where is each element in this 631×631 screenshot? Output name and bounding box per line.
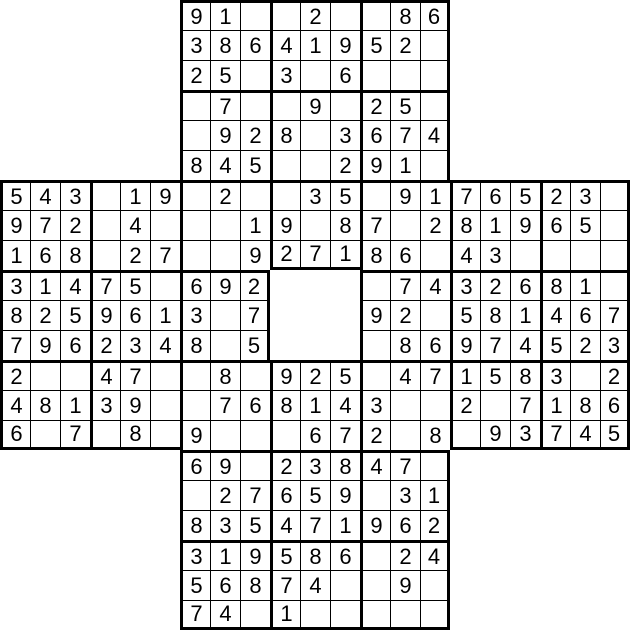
- sudoku-cell-given: 6: [540, 210, 570, 240]
- sudoku-cell-empty[interactable]: [330, 0, 360, 30]
- sudoku-cell-empty[interactable]: [150, 270, 180, 300]
- sudoku-cell-given: 5: [330, 180, 360, 210]
- sudoku-cell-given: 1: [330, 510, 360, 540]
- sudoku-cell-given: 7: [600, 300, 630, 330]
- sudoku-cell-empty[interactable]: [390, 600, 420, 630]
- sudoku-cell-given: 4: [450, 240, 480, 270]
- sudoku-cell-given: 3: [0, 270, 30, 300]
- sudoku-cell-given: 1: [0, 240, 30, 270]
- sudoku-cell-given: 8: [180, 330, 210, 360]
- sudoku-cell-given: 9: [30, 330, 60, 360]
- sudoku-cell-given: 2: [390, 30, 420, 60]
- sudoku-cell-given: 4: [120, 210, 150, 240]
- sudoku-cell-given: 2: [180, 60, 210, 90]
- sudoku-cell-empty[interactable]: [360, 0, 390, 30]
- sudoku-cell-given: 6: [420, 0, 450, 30]
- sudoku-cell-given: 9: [330, 30, 360, 60]
- sudoku-cell-empty[interactable]: [30, 360, 60, 390]
- sudoku-cell-given: 7: [90, 270, 120, 300]
- sudoku-cell-given: 8: [570, 390, 600, 420]
- sudoku-cell-empty[interactable]: [600, 240, 630, 270]
- sudoku-cell-given: 5: [510, 180, 540, 210]
- sudoku-cell-given: 7: [0, 330, 30, 360]
- sudoku-cell-given: 8: [270, 390, 300, 420]
- sudoku-cell-empty[interactable]: [240, 360, 270, 390]
- sudoku-cell-given: 8: [210, 30, 240, 60]
- sudoku-cell-given: 3: [510, 420, 540, 450]
- sudoku-cell-given: 2: [390, 300, 420, 330]
- sudoku-cell-given: 8: [510, 360, 540, 390]
- sudoku-cell-given: 8: [330, 210, 360, 240]
- sudoku-cell-given: 3: [450, 270, 480, 300]
- sudoku-cell-empty[interactable]: [210, 300, 240, 330]
- sudoku-cell-empty[interactable]: [240, 90, 270, 120]
- sudoku-cell-empty[interactable]: [420, 600, 450, 630]
- sudoku-cell-given: 7: [390, 450, 420, 480]
- sudoku-cell-given: 6: [180, 270, 210, 300]
- sudoku-cell-empty[interactable]: [270, 90, 300, 120]
- sudoku-cell-given: 9: [210, 450, 240, 480]
- sudoku-cell-empty[interactable]: [540, 240, 570, 270]
- sudoku-cell-given: 5: [570, 210, 600, 240]
- sudoku-cell-empty[interactable]: [330, 90, 360, 120]
- sudoku-cell-given: 3: [480, 240, 510, 270]
- sudoku-cell-given: 6: [510, 270, 540, 300]
- sudoku-cell-given: 1: [570, 270, 600, 300]
- sudoku-cell-given: 4: [420, 270, 450, 300]
- sudoku-cell-given: 6: [210, 570, 240, 600]
- sudoku-cell-given: 1: [210, 0, 240, 30]
- sudoku-cell-given: 7: [300, 510, 330, 540]
- sudoku-cell-given: 2: [450, 390, 480, 420]
- sudoku-cell-empty[interactable]: [60, 360, 90, 390]
- sudoku-cell-given: 2: [330, 150, 360, 180]
- sudoku-cell-empty[interactable]: [240, 420, 270, 450]
- sudoku-cell-given: 7: [210, 390, 240, 420]
- sudoku-cell-empty[interactable]: [360, 60, 390, 90]
- sudoku-cell-empty[interactable]: [150, 390, 180, 420]
- sudoku-cell-given: 9: [210, 120, 240, 150]
- sudoku-cell-given: 7: [120, 360, 150, 390]
- sudoku-cell-empty[interactable]: [150, 420, 180, 450]
- sudoku-cell-given: 4: [150, 330, 180, 360]
- sudoku-cell-given: 2: [360, 420, 390, 450]
- sudoku-cell-given: 8: [330, 450, 360, 480]
- sudoku-cell-given: 3: [210, 510, 240, 540]
- sudoku-cell-given: 7: [240, 300, 270, 330]
- sudoku-cell-given: 7: [510, 390, 540, 420]
- sudoku-cell-given: 3: [600, 330, 630, 360]
- sudoku-cell-empty[interactable]: [570, 360, 600, 390]
- sudoku-cell-given: 7: [270, 570, 300, 600]
- sudoku-cell-given: 9: [240, 240, 270, 270]
- sudoku-cell-given: 6: [180, 450, 210, 480]
- sudoku-cell-given: 6: [60, 330, 90, 360]
- sudoku-cell-given: 1: [30, 270, 60, 300]
- sudoku-cell-given: 5: [600, 420, 630, 450]
- sudoku-cell-given: 7: [390, 120, 420, 150]
- sudoku-cell-given: 6: [240, 30, 270, 60]
- sudoku-cell-given: 2: [390, 540, 420, 570]
- sudoku-cell-given: 2: [540, 180, 570, 210]
- sudoku-cell-empty[interactable]: [210, 420, 240, 450]
- sudoku-cell-empty[interactable]: [330, 600, 360, 630]
- sudoku-cell-given: 8: [300, 540, 330, 570]
- sudoku-cell-given: 4: [330, 390, 360, 420]
- sudoku-cell-given: 5: [450, 300, 480, 330]
- sudoku-cell-given: 3: [390, 480, 420, 510]
- sudoku-cell-given: 9: [360, 510, 390, 540]
- sudoku-cell-empty[interactable]: [150, 360, 180, 390]
- sudoku-cell-given: 7: [420, 360, 450, 390]
- sudoku-cell-given: 5: [240, 150, 270, 180]
- sudoku-cell-empty[interactable]: [390, 60, 420, 90]
- sudoku-cell-given: 1: [240, 210, 270, 240]
- sudoku-cell-given: 9: [510, 210, 540, 240]
- sudoku-cell-given: 6: [390, 240, 420, 270]
- sudoku-cell-given: 8: [60, 240, 90, 270]
- sudoku-cell-given: 1: [330, 240, 360, 270]
- sudoku-cell-given: 6: [330, 540, 360, 570]
- sudoku-cell-given: 8: [30, 390, 60, 420]
- sudoku-cell-empty[interactable]: [360, 540, 390, 570]
- sudoku-cell-given: 8: [240, 570, 270, 600]
- sudoku-cell-given: 8: [180, 150, 210, 180]
- sudoku-cell-given: 4: [360, 450, 390, 480]
- sudoku-cell-given: 1: [480, 210, 510, 240]
- sudoku-cell-given: 6: [270, 480, 300, 510]
- sudoku-cell-empty[interactable]: [240, 450, 270, 480]
- sudoku-cell-given: 5: [360, 30, 390, 60]
- sudoku-cell-empty[interactable]: [270, 0, 300, 30]
- sudoku-cell-given: 4: [210, 600, 240, 630]
- sudoku-cell-empty[interactable]: [600, 180, 630, 210]
- sudoku-cell-given: 3: [180, 540, 210, 570]
- sudoku-cell-empty[interactable]: [600, 270, 630, 300]
- sudoku-cell-given: 1: [450, 360, 480, 390]
- sudoku-cell-given: 1: [150, 300, 180, 330]
- sudoku-cell-given: 9: [210, 270, 240, 300]
- sudoku-cell-given: 7: [210, 90, 240, 120]
- sudoku-cell-empty[interactable]: [300, 150, 330, 180]
- sudoku-cell-given: 7: [30, 210, 60, 240]
- sudoku-cell-given: 7: [300, 240, 330, 270]
- sudoku-cell-empty[interactable]: [180, 210, 210, 240]
- sudoku-cell-empty[interactable]: [420, 300, 450, 330]
- sudoku-cell-given: 1: [510, 300, 540, 330]
- sudoku-cell-empty[interactable]: [300, 600, 330, 630]
- sudoku-cell-empty[interactable]: [180, 360, 210, 390]
- sudoku-cell-empty[interactable]: [210, 210, 240, 240]
- sudoku-cell-empty[interactable]: [240, 180, 270, 210]
- sudoku-cell-given: 3: [180, 300, 210, 330]
- sudoku-cell-given: 2: [240, 120, 270, 150]
- sudoku-cell-empty[interactable]: [90, 240, 120, 270]
- sudoku-cell-empty[interactable]: [30, 420, 60, 450]
- sudoku-cell-empty[interactable]: [360, 360, 390, 390]
- sudoku-cell-given: 1: [540, 390, 570, 420]
- sudoku-cell-empty[interactable]: [210, 330, 240, 360]
- sudoku-cell-given: 3: [570, 180, 600, 210]
- sudoku-cell-given: 5: [540, 330, 570, 360]
- sudoku-cell-given: 3: [90, 390, 120, 420]
- sudoku-cell-given: 7: [240, 480, 270, 510]
- sudoku-cell-given: 1: [210, 540, 240, 570]
- sudoku-cell-empty[interactable]: [180, 90, 210, 120]
- sudoku-cell-given: 8: [390, 0, 420, 30]
- sudoku-cell-given: 4: [0, 390, 30, 420]
- sudoku-cell-given: 5: [60, 300, 90, 330]
- sudoku-cell-given: 2: [210, 180, 240, 210]
- sudoku-cell-empty[interactable]: [180, 180, 210, 210]
- sudoku-cell-given: 7: [480, 330, 510, 360]
- sudoku-cell-given: 2: [120, 240, 150, 270]
- sudoku-cell-empty[interactable]: [420, 450, 450, 480]
- sudoku-cell-given: 7: [180, 600, 210, 630]
- sudoku-cell-empty[interactable]: [270, 180, 300, 210]
- sudoku-cell-given: 7: [360, 210, 390, 240]
- sudoku-cell-given: 2: [270, 450, 300, 480]
- sudoku-cell-given: 5: [300, 480, 330, 510]
- sudoku-cell-given: 8: [0, 300, 30, 330]
- sudoku-cell-given: 1: [420, 180, 450, 210]
- sudoku-cell-given: 7: [150, 240, 180, 270]
- sudoku-cell-given: 4: [270, 30, 300, 60]
- sudoku-cell-given: 6: [420, 330, 450, 360]
- sudoku-cell-empty[interactable]: [300, 120, 330, 150]
- sudoku-cell-given: 5: [330, 360, 360, 390]
- sudoku-cell-given: 7: [450, 180, 480, 210]
- sudoku-cell-empty[interactable]: [360, 600, 390, 630]
- sudoku-cell-given: 2: [360, 90, 390, 120]
- sudoku-cell-empty[interactable]: [360, 570, 390, 600]
- sudoku-cell-given: 2: [270, 240, 300, 270]
- sudoku-cell-given: 5: [120, 270, 150, 300]
- sudoku-cell-given: 9: [390, 180, 420, 210]
- sudoku-cell-empty[interactable]: [300, 210, 330, 240]
- sudoku-cell-given: 1: [120, 180, 150, 210]
- sudoku-cell-empty[interactable]: [180, 120, 210, 150]
- sudoku-cell-given: 2: [570, 330, 600, 360]
- sudoku-cell-given: 3: [360, 390, 390, 420]
- sudoku-cell-given: 8: [360, 240, 390, 270]
- sudoku-cell-given: 2: [420, 210, 450, 240]
- sudoku-cell-empty[interactable]: [240, 600, 270, 630]
- sudoku-cell-empty[interactable]: [510, 240, 540, 270]
- sudoku-cell-empty[interactable]: [480, 390, 510, 420]
- sudoku-cell-empty[interactable]: [390, 420, 420, 450]
- sudoku-cell-given: 3: [180, 30, 210, 60]
- sudoku-cell-given: 7: [390, 270, 420, 300]
- sudoku-cell-given: 2: [300, 360, 330, 390]
- sudoku-cell-given: 9: [360, 150, 390, 180]
- sudoku-cell-given: 1: [270, 600, 300, 630]
- sudoku-cell-given: 4: [210, 150, 240, 180]
- sudoku-cell-empty[interactable]: [420, 570, 450, 600]
- sudoku-cell-given: 5: [240, 510, 270, 540]
- sudoku-cell-given: 8: [540, 270, 570, 300]
- sudoku-cell-given: 2: [600, 360, 630, 390]
- sudoku-cell-empty[interactable]: [420, 390, 450, 420]
- sudoku-cell-given: 9: [180, 420, 210, 450]
- sudoku-cell-given: 3: [60, 180, 90, 210]
- sudoku-cell-empty[interactable]: [90, 210, 120, 240]
- sudoku-cell-given: 8: [180, 510, 210, 540]
- sudoku-cell-given: 7: [540, 420, 570, 450]
- sudoku-cell-given: 9: [240, 540, 270, 570]
- sudoku-cell-given: 6: [480, 180, 510, 210]
- sudoku-cell-given: 5: [270, 540, 300, 570]
- sudoku-cell-empty[interactable]: [240, 0, 270, 30]
- sudoku-cell-given: 3: [540, 360, 570, 390]
- sudoku-cell-empty[interactable]: [420, 240, 450, 270]
- sudoku-cell-given: 6: [360, 120, 390, 150]
- sudoku-cell-given: 9: [120, 390, 150, 420]
- sudoku-cell-given: 6: [30, 240, 60, 270]
- sudoku-cell-given: 2: [300, 0, 330, 30]
- sudoku-cell-given: 6: [300, 420, 330, 450]
- sudoku-cell-given: 6: [120, 300, 150, 330]
- sudoku-cell-given: 2: [30, 300, 60, 330]
- sudoku-cell-empty[interactable]: [360, 180, 390, 210]
- sudoku-cell-given: 4: [90, 360, 120, 390]
- sudoku-cell-given: 8: [120, 420, 150, 450]
- sudoku-cell-given: 2: [90, 330, 120, 360]
- sudoku-cell-given: 4: [30, 180, 60, 210]
- sudoku-cell-given: 8: [420, 420, 450, 450]
- sudoku-cell-empty[interactable]: [420, 60, 450, 90]
- sudoku-cell-given: 5: [210, 60, 240, 90]
- sudoku-cell-empty[interactable]: [360, 330, 390, 360]
- sudoku-cell-given: 6: [330, 60, 360, 90]
- sudoku-cell-given: 5: [480, 360, 510, 390]
- sudoku-cell-empty[interactable]: [330, 570, 360, 600]
- sudoku-cell-given: 9: [360, 300, 390, 330]
- sudoku-cell-given: 3: [270, 60, 300, 90]
- sudoku-cell-given: 2: [0, 360, 30, 390]
- sudoku-cell-empty[interactable]: [570, 240, 600, 270]
- sudoku-cell-empty[interactable]: [270, 150, 300, 180]
- sudoku-cell-empty[interactable]: [420, 90, 450, 120]
- sudoku-cell-given: 5: [390, 90, 420, 120]
- sudoku-cell-given: 6: [570, 300, 600, 330]
- sudoku-cell-empty[interactable]: [150, 210, 180, 240]
- sudoku-cell-given: 4: [60, 270, 90, 300]
- sudoku-cell-empty[interactable]: [270, 420, 300, 450]
- sudoku-cell-empty[interactable]: [240, 60, 270, 90]
- sudoku-cell-empty[interactable]: [90, 420, 120, 450]
- sudoku-cell-empty[interactable]: [210, 240, 240, 270]
- sudoku-cell-given: 4: [510, 330, 540, 360]
- sudoku-cell-given: 3: [330, 120, 360, 150]
- sudoku-cell-given: 5: [240, 330, 270, 360]
- sudoku-cell-given: 9: [300, 90, 330, 120]
- sudoku-cell-empty[interactable]: [300, 60, 330, 90]
- sudoku-cell-given: 1: [300, 30, 330, 60]
- sudoku-cell-given: 5: [180, 570, 210, 600]
- sudoku-cell-given: 3: [300, 450, 330, 480]
- sudoku-cell-given: 9: [450, 330, 480, 360]
- sudoku-cell-given: 4: [420, 120, 450, 150]
- sudoku-cell-given: 4: [300, 570, 330, 600]
- sudoku-cell-empty[interactable]: [360, 270, 390, 300]
- sudoku-cell-given: 2: [420, 510, 450, 540]
- sudoku-cell-given: 8: [270, 120, 300, 150]
- sudoku-cell-given: 4: [540, 300, 570, 330]
- sudoku-cell-empty[interactable]: [390, 210, 420, 240]
- sudoku-cell-given: 1: [390, 150, 420, 180]
- sudoku-cell-given: 2: [60, 210, 90, 240]
- sudoku-cell-empty[interactable]: [390, 390, 420, 420]
- sudoku-cell-given: 8: [210, 360, 240, 390]
- sudoku-cell-given: 9: [90, 300, 120, 330]
- sudoku-cell-empty[interactable]: [180, 240, 210, 270]
- sudoku-cell-given: 9: [330, 480, 360, 510]
- sudoku-cell-given: 9: [390, 570, 420, 600]
- sudoku-cell-given: 2: [210, 480, 240, 510]
- sudoku-cell-given: 9: [270, 360, 300, 390]
- sudoku-cell-given: 8: [390, 330, 420, 360]
- sudoku-cell-given: 3: [120, 330, 150, 360]
- sudoku-cell-given: 9: [270, 210, 300, 240]
- sudoku-cell-given: 9: [150, 180, 180, 210]
- sudoku-cell-empty[interactable]: [90, 180, 120, 210]
- sudoku-cell-given: 1: [300, 390, 330, 420]
- sudoku-cell-empty[interactable]: [420, 150, 450, 180]
- sudoku-cell-given: 6: [0, 420, 30, 450]
- sudoku-cell-given: 4: [570, 420, 600, 450]
- sudoku-cell-given: 9: [480, 420, 510, 450]
- sudoku-cell-empty[interactable]: [180, 390, 210, 420]
- sudoku-cell-given: 8: [450, 210, 480, 240]
- sudoku-cell-given: 3: [300, 180, 330, 210]
- sudoku-cell-given: 2: [240, 270, 270, 300]
- sudoku-cell-given: 6: [240, 390, 270, 420]
- sudoku-cell-given: 4: [420, 540, 450, 570]
- sudoku-cell-given: 6: [390, 510, 420, 540]
- sudoku-cell-empty[interactable]: [600, 210, 630, 240]
- sudoku-cell-given: 7: [330, 420, 360, 450]
- sudoku-cell-given: 8: [480, 300, 510, 330]
- sudoku-cell-given: 1: [420, 480, 450, 510]
- sudoku-cell-empty[interactable]: [180, 480, 210, 510]
- sudoku-cell-given: 5: [0, 180, 30, 210]
- sudoku-cell-empty[interactable]: [450, 420, 480, 450]
- sudoku-cell-given: 4: [390, 360, 420, 390]
- sudoku-cell-given: 1: [60, 390, 90, 420]
- sudoku-cell-given: 9: [180, 0, 210, 30]
- sudoku-cell-given: 7: [60, 420, 90, 450]
- sudoku-cell-given: 9: [0, 210, 30, 240]
- sudoku-cell-empty[interactable]: [420, 30, 450, 60]
- sudoku-cell-given: 6: [600, 390, 630, 420]
- sudoku-cell-empty[interactable]: [360, 480, 390, 510]
- sudoku-cell-given: 4: [270, 510, 300, 540]
- sudoku-cell-given: 2: [480, 270, 510, 300]
